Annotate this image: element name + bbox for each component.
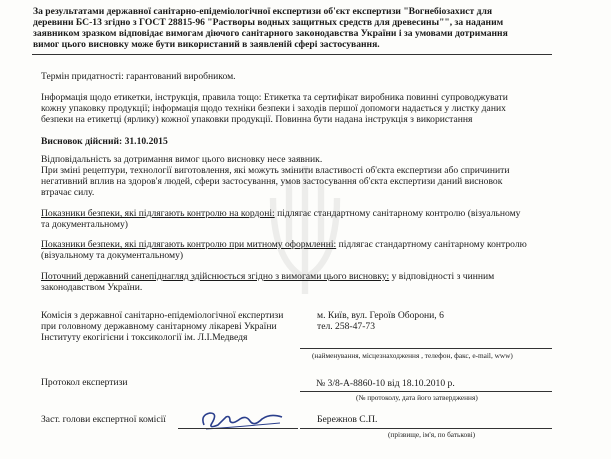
responsibility-line-4: втрачає силу. [41,187,95,198]
signatory-label: Заст. голови експертної комісії [41,414,166,425]
border-control-line-1 [41,208,520,219]
commission-caption: (найменування, місцезнаходження , телефон, факс, e-mail, www) [312,351,513,360]
supervision-line-2: законодавством України. [41,282,143,293]
border-control-label: Показники безпеки, які підлягають контролю на кордоні: [41,208,275,219]
customs-control-label: Показники безпеки, які підлягають контролю при митному оформленні: [41,239,337,250]
customs-control-line-1 [41,239,527,250]
supervision-line-1 [41,271,494,282]
customs-control-line-2: (візуальному та документальному) [41,250,184,261]
border-control-text: підлягає стандартному санітарному контролю (візуальному [274,208,521,219]
responsibility-line-2: При зміні рецептури, технології виготовлення, які можуть змінити властивості об'єкта експертизи або спричинити [41,165,510,176]
labeling-line-2: кожну упаковку продукції; інформація щодо техніки безпеки і заходів першої допомоги надається у листку даних [41,103,506,114]
protocol-divider [300,391,552,392]
header-line-2: деревини БС-13 згідно з ГОСТ 28815-96 "Растворы водных защитных средств для древесины"", за наданим [33,17,504,28]
responsibility-line-1: Відповідальність за дотримання вимог цього висновку несе заявник. [41,154,323,165]
supervision-text: у відповідності з чинним [389,271,495,282]
supervision-label: Поточний державний санепіднагляд здійснюється згідно з вимогами цього висновку: [41,271,390,282]
shelf-life: Термін придатності: гарантований виробником. [41,71,236,82]
commission-phone: тел. 258-47-73 [317,321,376,332]
commission-line-1: Комісія з державної санітарно-епідеміологічної експертизи [41,310,284,321]
validity-date: Висновок дійсний: 31.10.2015 [41,136,168,147]
header-line-1: За результатами державної санітарно-епідеміологічної експертизи об'єкт експертизи "Вогнебіозахист для [33,6,493,17]
signatory-divider [300,428,552,429]
protocol-caption: (№ протоколу, дата його затвердження) [356,393,478,402]
header-divider [32,54,552,55]
protocol-value: № 3/8-А-8860-10 від 18.10.2010 р. [316,378,455,389]
signature-line [178,428,298,429]
commission-line-2: при головному державному санітарному лікареві України [41,321,277,332]
responsibility-line-3: негативний вплив на здоров'я людей, сфери застосування, умов застосування об'єкта експертизи даний висновок [41,176,503,187]
commission-line-3: Інституту екогігієни і токсикології ім. Л.І.Медведя [41,332,248,343]
signatory-name: Бережнов С.П. [317,414,378,425]
labeling-line-3: безпеки на етикетці (ярлику) кожної упаковки продукції. Повинна бути надана інструкція з використання [41,114,473,125]
header-line-3: заявником зразком відповідає вимогам діючого санітарного законодавства України і за умовами дотримання [33,28,508,39]
header-line-4: вимог цього висновку може бути використаний в заявленій сфері застосування. [33,39,380,50]
commission-address: м. Київ, вул. Героїв Оборони, 6 [317,310,444,321]
signatory-caption: (прізвище, ім'я, по батькові) [388,430,476,439]
labeling-line-1: Інформація щодо етикетки, інструкція, правила тощо: Етикетка та сертифікат виробника повинні супроводжувати [41,92,508,103]
border-control-line-2: та документальному) [41,219,128,230]
protocol-label: Протокол експертизи [41,377,128,388]
signature-icon [196,405,288,435]
customs-control-text: підлягає стандартному санітарному контролю [336,239,527,250]
commission-divider [300,348,552,349]
